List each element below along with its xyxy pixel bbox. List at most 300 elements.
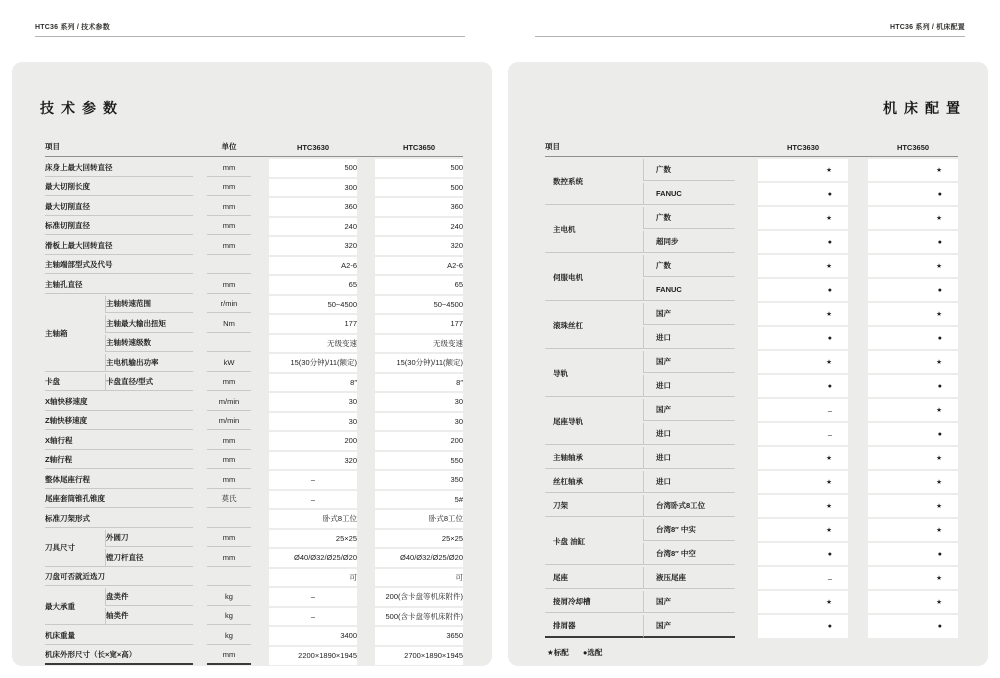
- row-value: –: [758, 423, 848, 445]
- row-value: 50~4500: [375, 296, 463, 314]
- row-value: 无级变速: [269, 335, 357, 353]
- spacer: [735, 207, 758, 229]
- row-value: ●: [868, 231, 958, 253]
- row-value: ★: [868, 567, 958, 589]
- row-value: 15(30分钟)/11(额定): [269, 354, 357, 372]
- spacer: [735, 375, 758, 397]
- row-value: 2700×1890×1945: [375, 647, 463, 666]
- spacer: [193, 549, 207, 567]
- spacer: [357, 198, 375, 216]
- row-group-label: 主轴箱: [45, 296, 105, 372]
- row-value: 30: [269, 413, 357, 431]
- spacer: [193, 218, 207, 236]
- spacer: [357, 549, 375, 567]
- row-value: 3650: [375, 627, 463, 645]
- tech-params-table: [45, 136, 463, 667]
- row-group-label: 最大承重: [45, 588, 105, 625]
- row-group-label: 刀具尺寸: [45, 530, 105, 567]
- spacer: [251, 374, 269, 392]
- table-row: [45, 393, 463, 411]
- spacer: [735, 615, 758, 638]
- spacer: [848, 591, 868, 613]
- spacer: [251, 179, 269, 197]
- row-value: 200: [375, 432, 463, 450]
- table-row: [545, 207, 958, 229]
- spacer: [251, 549, 269, 567]
- row-label: 机床重量: [45, 627, 193, 645]
- table-row: [545, 567, 958, 589]
- spacer: [193, 471, 207, 489]
- row-value: 500(含卡盘等机床附件): [375, 608, 463, 626]
- row-label: 超同步: [643, 231, 735, 253]
- row-value: ★: [758, 471, 848, 493]
- spacer: [357, 413, 375, 431]
- row-value: 320: [269, 237, 357, 255]
- row-value: ★: [758, 519, 848, 541]
- row-label: 广数: [643, 207, 735, 229]
- row-label: 国产: [643, 351, 735, 373]
- spacer: [251, 647, 269, 666]
- row-unit: mm: [207, 432, 251, 450]
- spacer: [848, 207, 868, 229]
- row-value: 25×25: [269, 530, 357, 548]
- row-value: 5#: [375, 491, 463, 509]
- row-value: 320: [375, 237, 463, 255]
- spacer: [193, 413, 207, 431]
- spacer: [193, 530, 207, 548]
- row-value: ●: [758, 183, 848, 205]
- row-label: 主轴最大输出扭矩: [105, 315, 193, 333]
- row-group-label: 尾座: [545, 567, 643, 589]
- table-row: [45, 432, 463, 450]
- row-value: 25×25: [375, 530, 463, 548]
- row-group-label: 主电机: [545, 207, 643, 253]
- row-value: ●: [758, 279, 848, 301]
- row-value: ★: [758, 255, 848, 277]
- row-value: ●: [868, 183, 958, 205]
- spacer: [848, 519, 868, 541]
- row-value: 30: [269, 393, 357, 411]
- row-unit: mm: [207, 374, 251, 392]
- spacer: [357, 159, 375, 177]
- machine-config-page: [508, 62, 988, 666]
- row-value: 360: [375, 198, 463, 216]
- spacer: [193, 179, 207, 197]
- row-value: ★: [758, 591, 848, 613]
- spacer: [848, 447, 868, 469]
- spacer: [735, 519, 758, 541]
- row-label: FANUC: [643, 183, 735, 205]
- row-value: ★: [758, 159, 848, 181]
- row-group-label: 滚珠丝杠: [545, 303, 643, 349]
- spacer: [251, 452, 269, 470]
- row-value: ●: [758, 231, 848, 253]
- spacer: [193, 491, 207, 509]
- row-unit: mm: [207, 452, 251, 470]
- spacer: [357, 393, 375, 411]
- row-label: 整体尾座行程: [45, 471, 193, 489]
- row-unit: m/min: [207, 393, 251, 411]
- table-row: [45, 374, 463, 392]
- row-value: 177: [269, 315, 357, 333]
- row-unit: 莫氏: [207, 491, 251, 509]
- spacer: [848, 231, 868, 253]
- row-label: 进口: [643, 375, 735, 397]
- row-unit: mm: [207, 218, 251, 236]
- row-value: 50~4500: [269, 296, 357, 314]
- spacer: [848, 159, 868, 181]
- spacer: [193, 335, 207, 353]
- row-label: 国产: [643, 303, 735, 325]
- row-value: 65: [269, 276, 357, 294]
- row-label: 主轴转速范围: [105, 296, 193, 314]
- spacer: [357, 257, 375, 275]
- row-label: 进口: [643, 447, 735, 469]
- table-header-row: [45, 138, 463, 157]
- row-value: ★: [868, 351, 958, 373]
- row-unit: [207, 569, 251, 587]
- spacer: [193, 647, 207, 666]
- spacer: [735, 279, 758, 301]
- spacer: [848, 183, 868, 205]
- spacer: [735, 423, 758, 445]
- row-value: 350: [375, 471, 463, 489]
- row-value: ★: [868, 159, 958, 181]
- row-value: ●: [758, 615, 848, 638]
- table-row: [45, 218, 463, 236]
- spacer: [251, 588, 269, 606]
- table-row: [545, 471, 958, 493]
- spacer: [357, 138, 375, 157]
- spacer: [357, 588, 375, 606]
- row-label: Z轴快移速度: [45, 413, 193, 431]
- row-value: ★: [758, 447, 848, 469]
- spacer: [251, 198, 269, 216]
- row-value: 15(30分钟)/11(额定): [375, 354, 463, 372]
- tech-params-page: [12, 62, 492, 666]
- table-row: [45, 315, 463, 333]
- row-label: X轴行程: [45, 432, 193, 450]
- spacer: [193, 237, 207, 255]
- table-row: [545, 495, 958, 517]
- machine-config-table: [545, 136, 958, 640]
- spacer: [357, 374, 375, 392]
- spacer: [357, 569, 375, 587]
- spacer: [193, 608, 207, 626]
- table-row: [45, 276, 463, 294]
- row-value: ★: [758, 495, 848, 517]
- table-row: [45, 608, 463, 626]
- legend-standard: ★标配: [547, 648, 569, 657]
- row-value: A2-6: [269, 257, 357, 275]
- row-unit: r/min: [207, 296, 251, 314]
- row-label: 标准切削直径: [45, 218, 193, 236]
- spacer: [848, 399, 868, 421]
- spacer: [357, 179, 375, 197]
- row-unit: mm: [207, 237, 251, 255]
- spacer: [357, 432, 375, 450]
- row-value: ●: [868, 543, 958, 565]
- row-group-label: 卡盘 油缸: [545, 519, 643, 565]
- row-value: ★: [868, 591, 958, 613]
- spacer: [193, 354, 207, 372]
- table-row: [45, 452, 463, 470]
- row-value: ★: [868, 495, 958, 517]
- row-value: A2-6: [375, 257, 463, 275]
- row-unit: mm: [207, 549, 251, 567]
- row-group-label: 丝杠轴承: [545, 471, 643, 493]
- spacer: [193, 198, 207, 216]
- table-row: [45, 354, 463, 372]
- spacer: [357, 530, 375, 548]
- row-value: 无级变速: [375, 335, 463, 353]
- row-value: 3400: [269, 627, 357, 645]
- row-group-label: 卡盘: [45, 374, 105, 392]
- spacer: [357, 237, 375, 255]
- row-label: Z轴行程: [45, 452, 193, 470]
- row-value: 8″: [375, 374, 463, 392]
- row-label: 刀盘可否就近选刀: [45, 569, 193, 587]
- row-unit: [207, 510, 251, 528]
- row-unit: mm: [207, 647, 251, 666]
- table-row: [45, 471, 463, 489]
- row-group-label: 排屑器: [545, 615, 643, 638]
- spacer: [357, 452, 375, 470]
- table-row: [45, 491, 463, 509]
- row-value: 卧式8工位: [375, 510, 463, 528]
- row-unit: mm: [207, 530, 251, 548]
- row-value: Ø40/Ø32/Ø25/Ø20: [269, 549, 357, 567]
- spacer: [357, 276, 375, 294]
- spacer: [193, 510, 207, 528]
- row-unit: mm: [207, 179, 251, 197]
- row-label: 广数: [643, 255, 735, 277]
- spacer: [357, 335, 375, 353]
- table-row: [45, 296, 463, 314]
- legend-optional: ●选配: [582, 648, 603, 657]
- row-value: 可: [375, 569, 463, 587]
- row-value: ●: [868, 423, 958, 445]
- row-value: 30: [375, 413, 463, 431]
- row-value: ●: [758, 375, 848, 397]
- table-row: [45, 569, 463, 587]
- spacer: [251, 608, 269, 626]
- spacer: [357, 296, 375, 314]
- row-label: 液压尾座: [643, 567, 735, 589]
- col-header-item: 项目: [545, 138, 735, 157]
- row-value: 360: [269, 198, 357, 216]
- spacer: [735, 591, 758, 613]
- spacer: [357, 647, 375, 666]
- row-label: 卡盘直径/型式: [105, 374, 193, 392]
- row-group-label: 导轨: [545, 351, 643, 397]
- spacer: [357, 315, 375, 333]
- row-value: ●: [758, 543, 848, 565]
- row-value: 卧式8工位: [269, 510, 357, 528]
- col-header-htc3650: HTC3650: [375, 138, 463, 157]
- spacer: [251, 276, 269, 294]
- spacer: [357, 491, 375, 509]
- spacer: [251, 393, 269, 411]
- table-row: [545, 399, 958, 421]
- row-value: ★: [758, 303, 848, 325]
- row-label: 轴类件: [105, 608, 193, 626]
- tech-params-table-wrap: [45, 136, 463, 667]
- spacer: [251, 471, 269, 489]
- row-group-label: 主轴轴承: [545, 447, 643, 469]
- row-label: 最大切削直径: [45, 198, 193, 216]
- row-value: ●: [868, 279, 958, 301]
- col-header-htc3630: HTC3630: [758, 138, 848, 157]
- table-row: [45, 159, 463, 177]
- row-unit: m/min: [207, 413, 251, 431]
- spacer: [848, 303, 868, 325]
- table-row: [45, 627, 463, 645]
- row-value: 200: [269, 432, 357, 450]
- row-label: 机床外形尺寸（长×宽×高）: [45, 647, 193, 666]
- spacer: [193, 432, 207, 450]
- row-value: ●: [868, 327, 958, 349]
- col-header-item: 项目: [45, 138, 193, 157]
- row-label: 进口: [643, 471, 735, 493]
- spacer: [251, 296, 269, 314]
- row-unit: Nm: [207, 315, 251, 333]
- row-group-label: 数控系统: [545, 159, 643, 205]
- row-value: 8″: [269, 374, 357, 392]
- row-value: 65: [375, 276, 463, 294]
- row-label: 广数: [643, 159, 735, 181]
- row-value: 500: [269, 159, 357, 177]
- row-label: 台湾8″ 中实: [643, 519, 735, 541]
- spacer: [357, 627, 375, 645]
- row-group-label: 刀架: [545, 495, 643, 517]
- row-value: ★: [868, 255, 958, 277]
- spacer: [735, 471, 758, 493]
- spacer: [251, 510, 269, 528]
- row-value: 500: [375, 159, 463, 177]
- row-label: 台湾8″ 中空: [643, 543, 735, 565]
- row-value: 240: [375, 218, 463, 236]
- table-row: [545, 591, 958, 613]
- spacer: [357, 218, 375, 236]
- row-value: –: [269, 588, 357, 606]
- row-label: 镗刀杆直径: [105, 549, 193, 567]
- spacer: [193, 159, 207, 177]
- row-value: ●: [758, 327, 848, 349]
- breadcrumb-right: HTC36 系列 / 机床配置: [890, 24, 965, 31]
- table-row: [545, 303, 958, 325]
- spacer: [735, 231, 758, 253]
- row-value: 550: [375, 452, 463, 470]
- spacer: [357, 510, 375, 528]
- spacer: [193, 393, 207, 411]
- row-label: 床身上最大回转直径: [45, 159, 193, 177]
- row-value: 240: [269, 218, 357, 236]
- header-rule-left: [35, 36, 465, 37]
- table-row: [45, 647, 463, 666]
- spacer: [251, 218, 269, 236]
- table-row: [545, 255, 958, 277]
- row-unit: [207, 335, 251, 353]
- row-label: 盘类件: [105, 588, 193, 606]
- row-value: ●: [868, 375, 958, 397]
- spacer: [357, 471, 375, 489]
- spacer: [735, 159, 758, 181]
- spacer: [251, 335, 269, 353]
- spacer: [193, 569, 207, 587]
- page-title-machine-config: 机床配置: [883, 100, 967, 116]
- row-group-label: 尾座导轨: [545, 399, 643, 445]
- table-row: [45, 549, 463, 567]
- spacer: [251, 237, 269, 255]
- table-row: [45, 198, 463, 216]
- row-value: 可: [269, 569, 357, 587]
- row-unit: kW: [207, 354, 251, 372]
- row-value: ★: [868, 471, 958, 493]
- table-row: [545, 159, 958, 181]
- spacer: [193, 296, 207, 314]
- col-header-htc3650: HTC3650: [868, 138, 958, 157]
- spacer: [251, 491, 269, 509]
- spacer: [735, 543, 758, 565]
- spacer: [357, 354, 375, 372]
- row-value: 30: [375, 393, 463, 411]
- spacer: [848, 567, 868, 589]
- spacer: [735, 327, 758, 349]
- spacer: [251, 354, 269, 372]
- table-row: [545, 351, 958, 373]
- table-row: [545, 519, 958, 541]
- table-row: [45, 179, 463, 197]
- spacer: [357, 608, 375, 626]
- row-unit: mm: [207, 159, 251, 177]
- row-value: 2200×1890×1945: [269, 647, 357, 666]
- spacer: [251, 159, 269, 177]
- spacer: [848, 255, 868, 277]
- spacer: [735, 303, 758, 325]
- spacer: [193, 315, 207, 333]
- row-unit: kg: [207, 627, 251, 645]
- spacer: [251, 413, 269, 431]
- row-label: 主轴孔直径: [45, 276, 193, 294]
- spacer: [735, 183, 758, 205]
- row-label: 国产: [643, 591, 735, 613]
- spacer: [193, 276, 207, 294]
- table-row: [545, 615, 958, 638]
- table-row: [45, 588, 463, 606]
- col-header-unit: 单位: [207, 138, 251, 157]
- row-value: Ø40/Ø32/Ø25/Ø20: [375, 549, 463, 567]
- row-label: 主轴端部型式及代号: [45, 257, 193, 275]
- row-value: 300: [269, 179, 357, 197]
- table-row: [45, 257, 463, 275]
- spacer: [193, 138, 207, 157]
- row-label: 最大切削长度: [45, 179, 193, 197]
- spacer: [735, 447, 758, 469]
- spacer: [193, 627, 207, 645]
- header-rule-right: [535, 36, 965, 37]
- row-value: 200(含卡盘等机床附件): [375, 588, 463, 606]
- row-label: 国产: [643, 615, 735, 638]
- row-label: 国产: [643, 399, 735, 421]
- row-unit: kg: [207, 608, 251, 626]
- row-value: ●: [868, 615, 958, 638]
- row-value: 177: [375, 315, 463, 333]
- breadcrumb-left: HTC36 系列 / 技术参数: [35, 24, 110, 31]
- spacer: [251, 569, 269, 587]
- row-unit: mm: [207, 471, 251, 489]
- row-value: ★: [758, 207, 848, 229]
